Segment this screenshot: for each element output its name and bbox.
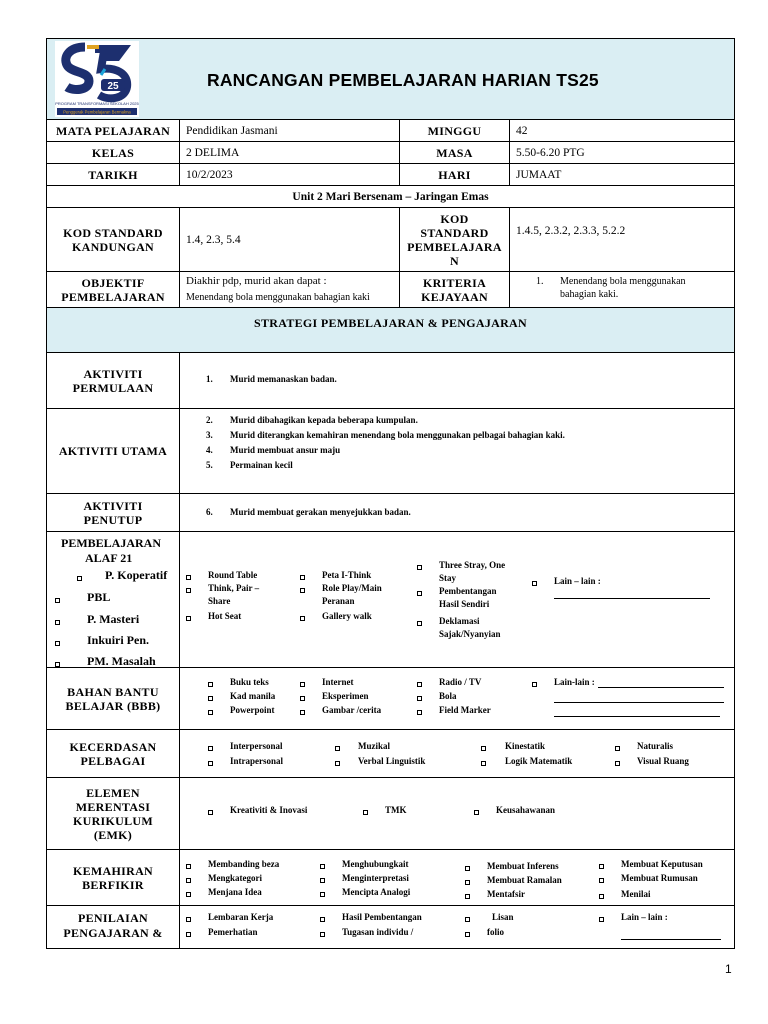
checkbox[interactable] [300, 588, 305, 593]
kecerdasan-option: Naturalis [637, 741, 673, 751]
permulaan-cell [180, 353, 735, 409]
kecerdasan-label: KECERDASAN PELBAGAI [47, 730, 180, 778]
alaf21-option: Stay [439, 573, 457, 583]
alaf21-cell [180, 532, 735, 668]
objektif-cell [180, 272, 400, 308]
kemahiran-cell [180, 850, 735, 906]
checkbox[interactable] [615, 761, 620, 766]
kecerdasan-option: Logik Matematik [505, 756, 573, 766]
checkbox[interactable] [300, 696, 305, 701]
penilaian-option: Lain – lain : [621, 912, 668, 922]
hari-value: JUMAAT [510, 164, 735, 186]
checkbox[interactable] [186, 575, 191, 580]
kemahiran-option: Menjana Idea [208, 887, 262, 897]
kecerdasan-option: Kinestatik [505, 741, 546, 751]
fill-line[interactable] [621, 939, 721, 940]
checkbox[interactable] [208, 710, 213, 715]
alaf21-option: Round Table [208, 570, 258, 580]
checkbox[interactable] [320, 892, 325, 897]
strategi-title: STRATEGI PEMBELAJARAN & PENGAJARAN [47, 308, 735, 353]
ksp-label-line: KOD [440, 211, 469, 226]
checkbox[interactable] [55, 598, 60, 603]
logo-number: 25 [107, 81, 119, 92]
activity-item: Murid membuat gerakan menyejukkan badan. [230, 507, 411, 517]
kecerdasan-option: Interpersonal [230, 741, 283, 751]
checkbox[interactable] [465, 894, 470, 899]
kecerdasan-option: Muzikal [358, 741, 391, 751]
alaf21-option: Peta I-Think [322, 570, 372, 580]
bbb-option: Internet [322, 677, 354, 687]
checkbox[interactable] [335, 761, 340, 766]
alaf21-type: P. Koperatif [105, 568, 168, 582]
alaf21-type: P. Masteri [87, 612, 140, 626]
kriteria-label: KRITERIA KEJAYAAN [400, 272, 510, 308]
checkbox[interactable] [417, 621, 422, 626]
ksp-label-line: STANDARD [420, 225, 489, 240]
kriteria-number: 1. [536, 276, 544, 287]
emk-label-line: (EMK) [93, 827, 133, 842]
checkbox[interactable] [599, 894, 604, 899]
ksp-label [400, 208, 510, 272]
alaf21-option: Lain – lain : [554, 576, 601, 586]
checkbox[interactable] [320, 917, 325, 922]
activity-number: 4. [206, 445, 213, 455]
checkbox[interactable] [208, 746, 213, 751]
checkbox[interactable] [208, 682, 213, 687]
alaf21-option: Think, Pair – [208, 583, 260, 593]
kemahiran-option: Membuat Rumusan [621, 873, 698, 883]
penilaian-option: Hasil Pembentangan [342, 912, 422, 922]
alaf21-option: Share [208, 596, 231, 606]
checkbox[interactable] [335, 746, 340, 751]
tarikh-value: 10/2/2023 [180, 164, 400, 186]
checkbox[interactable] [300, 575, 305, 580]
ksp-label-line: PEMBELAJARA [407, 239, 502, 254]
checkbox[interactable] [417, 696, 422, 701]
bbb-option: Kad manila [230, 691, 276, 701]
kecerdasan-option: Visual Ruang [637, 756, 689, 766]
page-number: 1 [725, 962, 732, 976]
bbb-option: Field Marker [439, 705, 491, 715]
kriteria-cell [510, 272, 735, 308]
alaf21-option: Hasil Sendiri [439, 599, 490, 609]
kemahiran-label: KEMAHIRAN BERFIKIR [47, 850, 180, 906]
penilaian-option: Tugasan individu / [342, 927, 414, 937]
emk-cell [180, 778, 735, 850]
checkbox[interactable] [300, 682, 305, 687]
masa-value: 5.50-6.20 PTG [510, 142, 735, 164]
kemahiran-option: Membuat Inferens [487, 861, 559, 871]
emk-label-line: MERENTASI [75, 799, 151, 814]
checkbox[interactable] [465, 866, 470, 871]
checkbox[interactable] [532, 581, 537, 586]
checkbox[interactable] [481, 746, 486, 751]
checkbox[interactable] [55, 662, 60, 667]
rph-table [46, 38, 735, 949]
penilaian-label: PENGAJARAN & [63, 926, 163, 940]
activity-number: 2. [206, 415, 213, 425]
utama-cell [180, 409, 735, 494]
bbb-option: Bola [439, 691, 457, 701]
kemahiran-option: Membuat Ramalan [487, 875, 562, 885]
kecerdasan-cell [180, 730, 735, 778]
checkbox[interactable] [186, 864, 191, 869]
activity-number: 5. [206, 460, 213, 470]
ksk-label: KOD STANDARD KANDUNGAN [47, 208, 180, 272]
kelas-value: 2 DELIMA [180, 142, 400, 164]
kriteria-line: Menendang bola menggunakan [560, 276, 686, 287]
bbb-label: BAHAN BANTU BELAJAR (BBB) [47, 668, 180, 730]
activity-item: Permainan kecil [230, 460, 293, 470]
ksk-value: 1.4, 2.3, 5.4 [180, 208, 400, 272]
kemahiran-option: Mencipta Analogi [342, 887, 411, 897]
checkbox[interactable] [186, 616, 191, 621]
checkbox[interactable] [615, 746, 620, 751]
kriteria-line: bahagian kaki. [560, 289, 619, 300]
mata-pelajaran-value: Pendidikan Jasmani [180, 120, 400, 142]
checkbox[interactable] [186, 892, 191, 897]
emk-label-line: KURIKULUM [72, 813, 154, 828]
checkbox[interactable] [77, 576, 82, 581]
checkbox[interactable] [599, 917, 604, 922]
checkbox[interactable] [417, 682, 422, 687]
emk-label [47, 778, 180, 850]
checkbox[interactable] [417, 710, 422, 715]
ksp-value: 1.4.5, 2.3.2, 2.3.3, 5.2.2 [510, 208, 735, 272]
unit-title: Unit 2 Mari Bersenam – Jaringan Emas [47, 186, 735, 208]
checkbox[interactable] [417, 565, 422, 570]
kemahiran-option: Mengkategori [208, 873, 262, 883]
checkbox[interactable] [208, 761, 213, 766]
penilaian-label: PENILAIAN [77, 911, 149, 925]
checkbox[interactable] [186, 878, 191, 883]
alaf21-option: Deklamasi [439, 616, 480, 626]
fill-line[interactable] [554, 702, 724, 703]
bbb-option: Radio / TV [439, 677, 482, 687]
logo-subtitle: Penggerak Pembelajaran Bermakna [63, 109, 131, 115]
checkbox[interactable] [363, 810, 368, 815]
penilaian-option: Lembaran Kerja [208, 912, 274, 922]
checkbox[interactable] [474, 810, 479, 815]
ksp-label-line: N [450, 253, 459, 268]
activity-number: 1. [206, 374, 213, 384]
penilaian-option: Lisan [492, 912, 514, 922]
kecerdasan-option: Verbal Linguistik [358, 756, 426, 766]
objektif-line: Menendang bola menggunakan bahagian kaki [186, 292, 370, 303]
fill-line[interactable] [598, 687, 724, 688]
checkbox[interactable] [186, 588, 191, 593]
checkbox[interactable] [465, 932, 470, 937]
checkbox[interactable] [208, 810, 213, 815]
checkbox[interactable] [465, 880, 470, 885]
checkbox[interactable] [417, 591, 422, 596]
checkbox[interactable] [186, 917, 191, 922]
penilaian-option: folio [487, 927, 504, 937]
permulaan-label: AKTIVITI PERMULAAN [47, 353, 180, 409]
alaf21-type: Inkuiri Pen. [87, 633, 150, 647]
checkbox[interactable] [481, 761, 486, 766]
kemahiran-option: Menghubungkait [342, 859, 409, 869]
kemahiran-option: Mentafsir [487, 889, 525, 899]
alaf21-option: Gallery walk [322, 611, 372, 621]
minggu-value: 42 [510, 120, 735, 142]
checkbox[interactable] [532, 682, 537, 687]
activity-item: Murid diterangkan kemahiran menendang bola menggunakan pelbagai bahagian kaki. [230, 430, 565, 440]
checkbox[interactable] [320, 932, 325, 937]
penutup-label: AKTIVITI PENUTUP [47, 494, 180, 532]
bbb-option: Powerpoint [230, 705, 275, 715]
activity-number: 3. [206, 430, 213, 440]
activity-number: 6. [206, 507, 213, 517]
bbb-option: Eksperimen [322, 691, 369, 701]
checkbox[interactable] [300, 616, 305, 621]
checkbox[interactable] [599, 864, 604, 869]
emk-option: Kreativiti & Inovasi [230, 805, 308, 815]
checkbox[interactable] [320, 864, 325, 869]
bbb-option: Gambar /cerita [322, 705, 382, 715]
page-title: RANCANGAN PEMBELAJARAN HARIAN TS25 [207, 70, 599, 90]
alaf21-option: Three Stray, One [439, 560, 506, 570]
checkbox[interactable] [465, 917, 470, 922]
alaf21-label-cell [47, 532, 180, 668]
checkbox[interactable] [208, 696, 213, 701]
penilaian-cell [180, 906, 735, 949]
fill-line[interactable] [554, 598, 710, 599]
checkbox[interactable] [320, 878, 325, 883]
logo-tagline: PROGRAM TRANSFORMASI SEKOLAH 2025 [55, 101, 139, 106]
header-cell [47, 39, 735, 120]
ts25-logo-icon [55, 41, 139, 117]
mata-pelajaran-label: MATA PELAJARAN [47, 120, 180, 142]
tarikh-label: TARIKH [47, 164, 180, 186]
bbb-option: Buku teks [230, 677, 269, 687]
alaf21-option: Hot Seat [208, 611, 242, 621]
alaf21-label: ALAF 21 [85, 551, 133, 565]
activity-item: Murid memanaskan badan. [230, 374, 337, 384]
kemahiran-option: Membanding beza [208, 859, 280, 869]
checkbox[interactable] [186, 932, 191, 937]
alaf21-option: Sajak/Nyanyian [439, 629, 501, 639]
penutup-cell [180, 494, 735, 532]
fill-line[interactable] [554, 716, 720, 717]
bbb-cell [180, 668, 735, 730]
objektif-label: OBJEKTIF PEMBELAJARAN [47, 272, 180, 308]
activity-item: Murid dibahagikan kepada beberapa kumpulan. [230, 415, 418, 425]
objektif-line: Diakhir pdp, murid akan dapat : [186, 275, 327, 287]
penilaian-option: Pemerhatian [208, 927, 258, 937]
kelas-label: KELAS [47, 142, 180, 164]
hari-label: HARI [400, 164, 510, 186]
alaf21-label: PEMBELAJARAN [61, 536, 162, 550]
alaf21-type: PBL [87, 590, 111, 604]
kemahiran-option: Menginterpretasi [342, 873, 409, 883]
alaf21-option: Peranan [322, 596, 355, 606]
emk-option: TMK [385, 805, 407, 815]
checkbox[interactable] [300, 710, 305, 715]
kemahiran-option: Membuat Keputusan [621, 859, 703, 869]
kemahiran-option: Menilai [621, 889, 651, 899]
checkbox[interactable] [55, 641, 60, 646]
alaf21-type: PM. Masalah [87, 654, 156, 668]
checkbox[interactable] [599, 878, 604, 883]
alaf21-option: Pembentangan [439, 586, 497, 596]
emk-label-line: ELEMEN [86, 785, 140, 800]
penilaian-label-cell [47, 906, 180, 949]
emk-option: Keusahawanan [496, 805, 556, 815]
bbb-option: Lain-lain : [554, 677, 595, 687]
minggu-label: MINGGU [400, 120, 510, 142]
kecerdasan-option: Intrapersonal [230, 756, 284, 766]
masa-label: MASA [400, 142, 510, 164]
checkbox[interactable] [55, 620, 60, 625]
activity-item: Murid membuat ansur maju [230, 445, 341, 455]
alaf21-option: Role Play/Main [322, 583, 382, 593]
utama-label: AKTIVITI UTAMA [47, 409, 180, 494]
